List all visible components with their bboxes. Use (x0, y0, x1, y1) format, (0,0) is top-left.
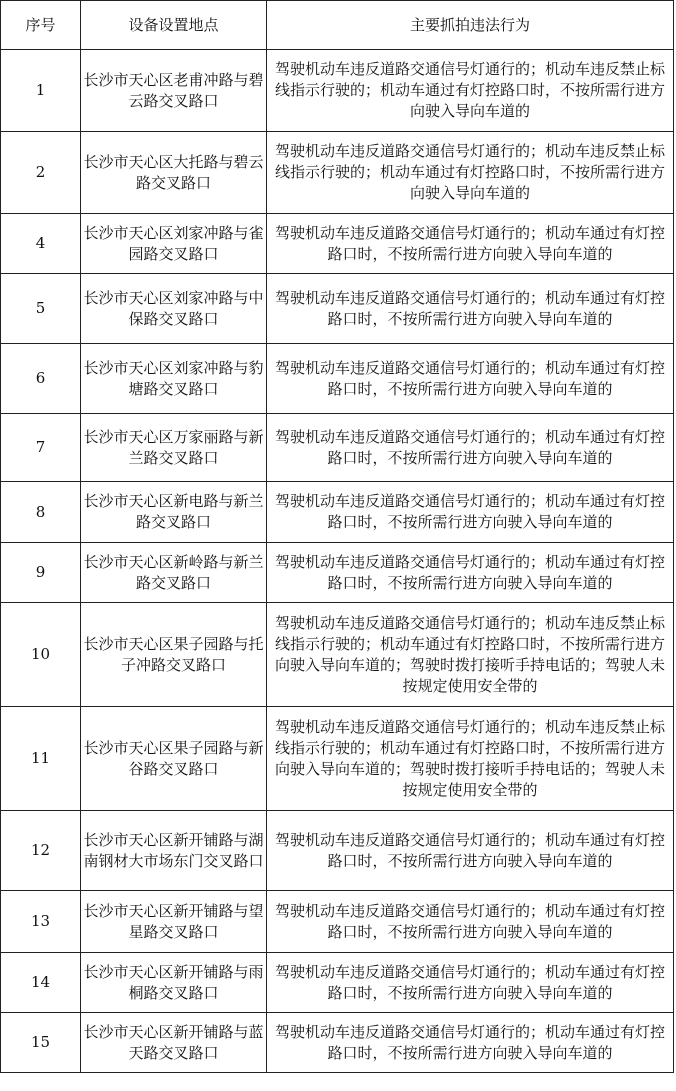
header-location: 设备设置地点 (81, 1, 267, 50)
table-row (1, 1013, 674, 1073)
table-row (1, 891, 674, 953)
row-number: 11 (1, 707, 81, 811)
row-location: 长沙市天心区新岭路与新兰路交叉路口 (81, 543, 267, 603)
row-number: 5 (1, 274, 81, 344)
header-row (1, 1, 674, 50)
table-row (1, 414, 674, 482)
row-violations: 驾驶机动车违反道路交通信号灯通行的；机动车通过有灯控路口时，不按所需行进方向驶入导向车道的 (267, 543, 674, 603)
row-violations: 驾驶机动车违反道路交通信号灯通行的；机动车通过有灯控路口时，不按所需行进方向驶入导向车道的 (267, 214, 674, 274)
row-number: 9 (1, 543, 81, 603)
row-violations: 驾驶机动车违反道路交通信号灯通行的；机动车通过有灯控路口时，不按所需行进方向驶入导向车道的 (267, 811, 674, 891)
row-violations: 驾驶机动车违反道路交通信号灯通行的；机动车通过有灯控路口时，不按所需行进方向驶入导向车道的 (267, 414, 674, 482)
row-number: 10 (1, 603, 81, 707)
table-row (1, 603, 674, 707)
row-violations: 驾驶机动车违反道路交通信号灯通行的；机动车违反禁止标线指示行驶的；机动车通过有灯控路口时，不按所需行进方向驶入导向车道的；驾驶时拨打接听手持电话的；驾驶人未按规定使用安全带的 (267, 603, 674, 707)
row-number: 8 (1, 482, 81, 543)
row-number: 4 (1, 214, 81, 274)
row-number: 12 (1, 811, 81, 891)
row-location: 长沙市天心区果子园路与新谷路交叉路口 (81, 707, 267, 811)
row-number: 7 (1, 414, 81, 482)
row-location: 长沙市天心区刘家冲路与雀园路交叉路口 (81, 214, 267, 274)
row-location: 长沙市天心区新开铺路与湖南钢材大市场东门交叉路口 (81, 811, 267, 891)
row-number: 15 (1, 1013, 81, 1073)
table-row (1, 811, 674, 891)
table-row (1, 953, 674, 1013)
table-row (1, 344, 674, 414)
table-row (1, 543, 674, 603)
table-row (1, 50, 674, 132)
header-no: 序号 (1, 1, 81, 50)
row-violations: 驾驶机动车违反道路交通信号灯通行的；机动车通过有灯控路口时，不按所需行进方向驶入导向车道的 (267, 344, 674, 414)
row-number: 2 (1, 132, 81, 214)
header-violations: 主要抓拍违法行为 (267, 1, 674, 50)
row-number: 13 (1, 891, 81, 953)
row-violations: 驾驶机动车违反道路交通信号灯通行的；机动车违反禁止标线指示行驶的；机动车通过有灯控路口时，不按所需行进方向驶入导向车道的 (267, 132, 674, 214)
row-violations: 驾驶机动车违反道路交通信号灯通行的；机动车通过有灯控路口时，不按所需行进方向驶入导向车道的 (267, 953, 674, 1013)
row-location: 长沙市天心区果子园路与托子冲路交叉路口 (81, 603, 267, 707)
row-location: 长沙市天心区老甫冲路与碧云路交叉路口 (81, 50, 267, 132)
table-row (1, 482, 674, 543)
row-location: 长沙市天心区大托路与碧云路交叉路口 (81, 132, 267, 214)
row-number: 1 (1, 50, 81, 132)
row-violations: 驾驶机动车违反道路交通信号灯通行的；机动车通过有灯控路口时，不按所需行进方向驶入导向车道的 (267, 482, 674, 543)
table-row (1, 214, 674, 274)
row-location: 长沙市天心区万家丽路与新兰路交叉路口 (81, 414, 267, 482)
row-location: 长沙市天心区新电路与新兰路交叉路口 (81, 482, 267, 543)
row-violations: 驾驶机动车违反道路交通信号灯通行的；机动车违反禁止标线指示行驶的；机动车通过有灯控路口时，不按所需行进方向驶入导向车道的 (267, 50, 674, 132)
row-violations: 驾驶机动车违反道路交通信号灯通行的；机动车通过有灯控路口时，不按所需行进方向驶入导向车道的 (267, 274, 674, 344)
row-violations: 驾驶机动车违反道路交通信号灯通行的；机动车通过有灯控路口时，不按所需行进方向驶入导向车道的 (267, 891, 674, 953)
row-location: 长沙市天心区新开铺路与望星路交叉路口 (81, 891, 267, 953)
row-location: 长沙市天心区新开铺路与蓝天路交叉路口 (81, 1013, 267, 1073)
row-number: 14 (1, 953, 81, 1013)
row-number: 6 (1, 344, 81, 414)
row-violations: 驾驶机动车违反道路交通信号灯通行的；机动车违反禁止标线指示行驶的；机动车通过有灯控路口时，不按所需行进方向驶入导向车道的；驾驶时拨打接听手持电话的；驾驶人未按规定使用安全带的 (267, 707, 674, 811)
row-location: 长沙市天心区新开铺路与雨桐路交叉路口 (81, 953, 267, 1013)
table-row (1, 274, 674, 344)
row-location: 长沙市天心区刘家冲路与中保路交叉路口 (81, 274, 267, 344)
table-row (1, 707, 674, 811)
row-location: 长沙市天心区刘家冲路与豹塘路交叉路口 (81, 344, 267, 414)
table-row (1, 132, 674, 214)
row-violations: 驾驶机动车违反道路交通信号灯通行的；机动车通过有灯控路口时，不按所需行进方向驶入导向车道的 (267, 1013, 674, 1073)
